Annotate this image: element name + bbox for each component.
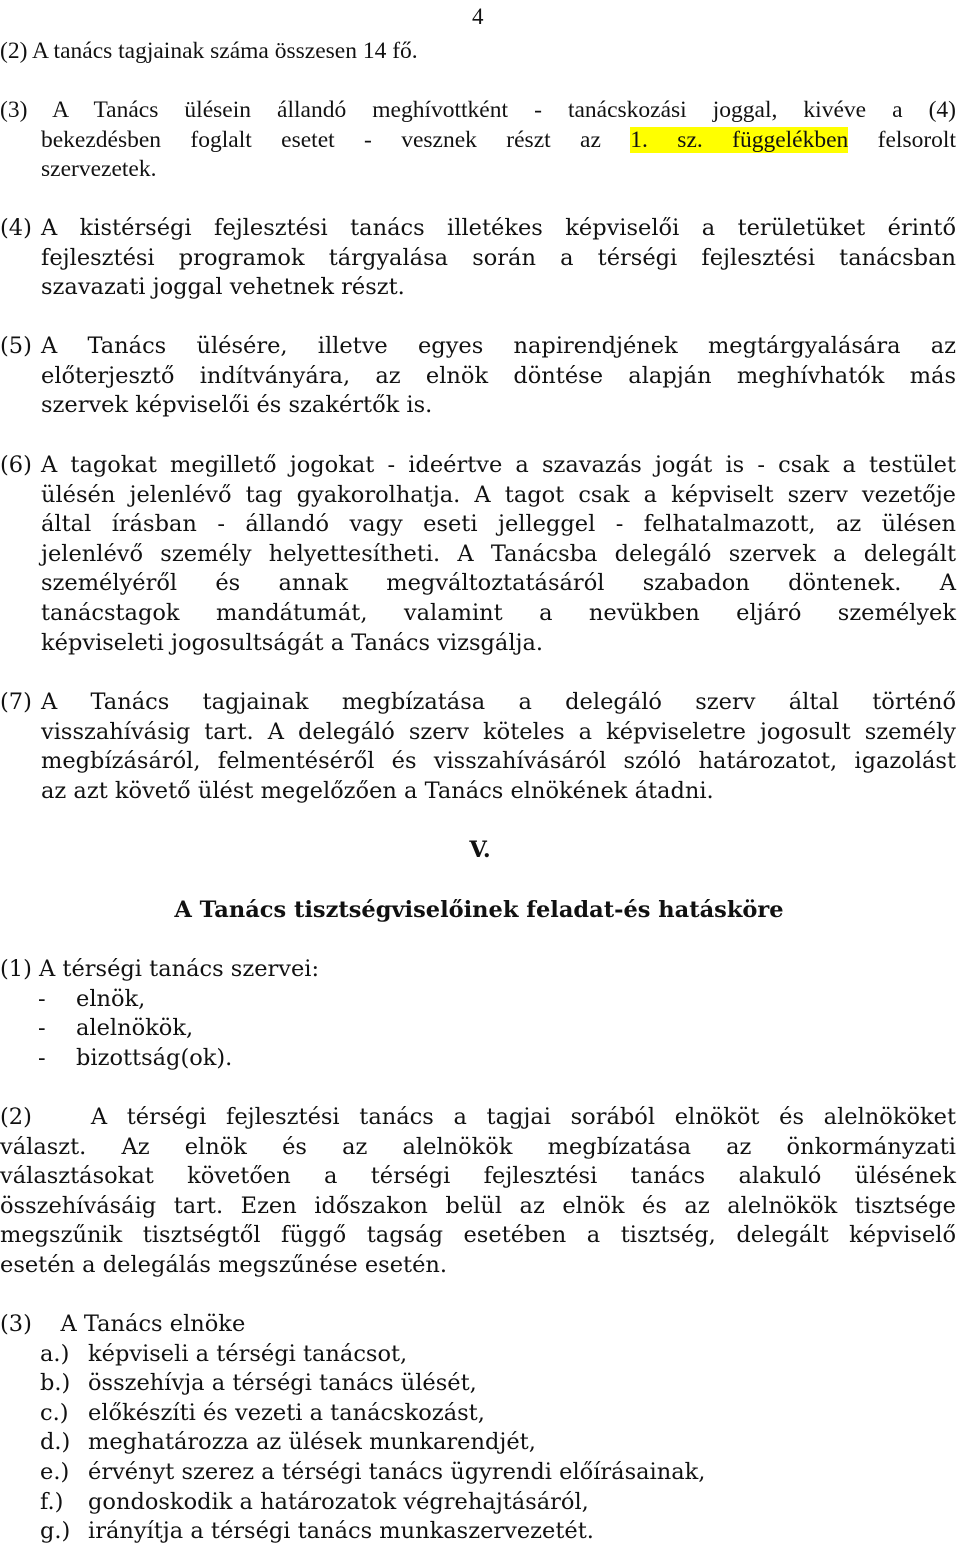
paragraph-6-text: A tagokat megillető jogokat - ideértve a szavazás jogát is - csak a testület ülésén jelenlévő tag gyakorolhatja. A tagot csak a képviselt szerv vezetője által írásban - állandó vagy eseti jelleggel - felhatalmazott, az ülésen jelenlévő személy helyettesítheti. A Tanácsba delegáló szervek a delegált személyéről és annak megváltoztatásáról szabadon döntenek. A tanácstagok mandátumát, valamint a nevükben eljáró személyek képviseleti jogosultságát a Tanács vizsgálja. [41, 452, 956, 656]
paragraph-5 [0, 332, 956, 421]
paragraph-4 [0, 214, 956, 303]
list-item: b.) összehívja a térségi tanács ülését, [40, 1370, 477, 1397]
organs-list-intro: (1) A térségi tanács szervei: [0, 956, 320, 982]
list-item: g.) irányítja a térségi tanács munkaszervezetét. [40, 1518, 594, 1545]
paragraph-7-number: (7) [0, 689, 32, 715]
paragraph-7-text: A Tanács tagjainak megbízatása a delegáló szerv által történő visszahívásig tart. A delegáló szerv köteles a képviseletre jogosult személy megbízásáról, felmentéséről és visszahívásáról szóló határozatot, igazolást az azt követő ülést megelőzően a Tanács elnökének átadni. [41, 689, 956, 804]
list-item: a.) képviseli a térségi tanácsot, [40, 1340, 408, 1367]
paragraph-3 [0, 96, 956, 185]
chair-duties-list [0, 1310, 705, 1547]
organs-list [0, 955, 319, 1073]
paragraph-2 [0, 37, 956, 67]
section-title: A Tanács tisztségviselőinek feladat-és hatásköre [174, 897, 784, 923]
paragraph-3-line-1: (3) A Tanács ülésein állandó meghívottként - tanácskozási joggal, kivéve a (4) [0, 97, 956, 123]
section-number: V. [469, 837, 491, 863]
paragraph-6 [0, 451, 956, 658]
election-paragraph: (2) A térségi fejlesztési tanács a tagjai sorából elnököt és alelnököket választ. Az elnök és az alelnökök megbízatása az önkormányzati választásokat követően a térségi fejlesztési tanács alakuló ülésének összehívásáig tart. Ezen időszakon belül az elnök és az alelnökök tisztsége megszűnik tisztségtől függő tagság esetében a tisztség, delegált képviselő esetén a delegálás megszűnése esetén. [0, 1104, 956, 1278]
list-item: - bizottság(ok). [38, 1044, 233, 1071]
list-item: d.) meghatározza az ülések munkarendjét, [40, 1429, 536, 1456]
paragraph-7 [0, 688, 956, 806]
paragraph-2-number: (2) [0, 38, 28, 64]
paragraph-2-text: A tanács tagjainak száma összesen 14 fő. [32, 38, 418, 64]
paragraph-5-text: A Tanács ülésére, illetve egyes napirendjének megtárgyalására az előterjesztő indítványára, az elnök döntése alapján meghívhatók más szervek képviselői és szakértők is. [41, 333, 956, 419]
list-item: f.) gondoskodik a határozatok végrehajtásáról, [40, 1488, 589, 1515]
page-number: 4 [472, 4, 484, 29]
paragraph-4-text: A kistérségi fejlesztési tanács illetékes képviselői a területüket érintő fejlesztési programok tárgyalása során a térségi fejlesztési tanácsban szavazati joggal vehetnek részt. [41, 215, 956, 301]
list-item: - alelnökök, [38, 1015, 194, 1042]
paragraph-4-number: (4) [0, 215, 32, 241]
paragraph-5-number: (5) [0, 333, 32, 359]
list-item: - elnök, [38, 985, 146, 1012]
list-item: e.) érvényt szerez a térségi tanács ügyrendi előírásainak, [40, 1458, 706, 1485]
list-item: c.) előkészíti és vezeti a tanácskozást, [40, 1399, 485, 1426]
appendix-reference-highlight: 1. sz. függelékben [630, 126, 849, 153]
chair-duties-intro: (3) A Tanács elnöke [0, 1311, 246, 1337]
paragraph-3-line-3: szervezetek. [41, 156, 157, 183]
paragraph-3-line-2: bekezdésben foglalt esetet - vesznek részt az 1. sz. függelékben felsorolt [41, 126, 956, 153]
paragraph-6-number: (6) [0, 452, 32, 478]
